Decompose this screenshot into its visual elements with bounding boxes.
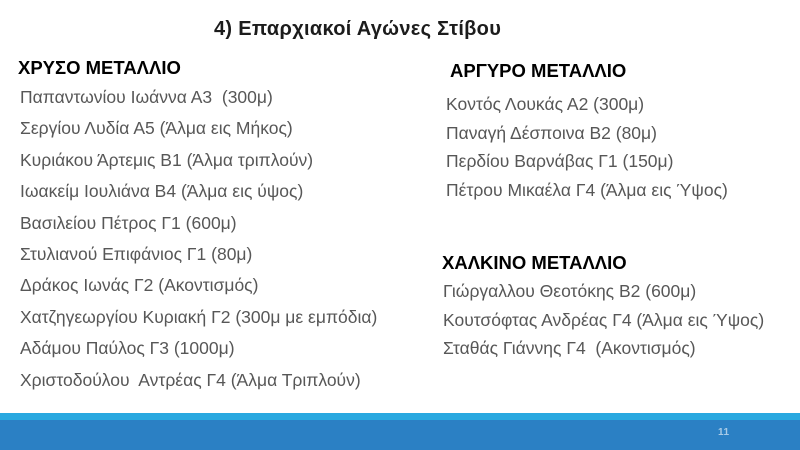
medal-list-item: Σταθάς Γιάννης Γ4 (Ακοντισμός) [443, 338, 696, 358]
medal-list-item: Κουτσόφτας Ανδρέας Γ4 (Άλμα εις Ύψος) [443, 309, 765, 330]
bronze-medal-heading: ΧΑΛΚΙΝΟ ΜΕΤΑΛΛΙΟ [442, 252, 627, 273]
page-number: 11 [718, 427, 730, 438]
medal-list-item: Γιώργαλλου Θεοτόκης Β2 (600μ) [443, 281, 697, 301]
medal-list-item: Σεργίου Λυδία Α5 (Άλμα εις Μήκος) [20, 118, 293, 139]
medal-list-item: Κυριάκου Άρτεμις Β1 (Άλμα τριπλούν) [20, 149, 314, 170]
medal-list-item: Δράκος Ιωνάς Γ2 (Ακοντισμός) [20, 275, 259, 296]
medal-list-item: Αδάμου Παύλος Γ3 (1000μ) [20, 338, 235, 359]
medal-list-item: Κοντός Λουκάς Α2 (300μ) [446, 94, 645, 114]
bronze-medal-list [443, 277, 764, 363]
medal-list-item: Χριστοδούλου Αντρέας Γ4 (Άλμα Τριπλούν) [20, 369, 361, 390]
medal-list-item: Βασιλείου Πέτρος Γ1 (600μ) [20, 212, 237, 233]
slide-title: 4) Επαρχιακοί Αγώνες Στίβου [214, 18, 502, 40]
medal-list-item: Παναγή Δέσποινα Β2 (80μ) [446, 122, 657, 143]
footer-bar [0, 420, 800, 450]
silver-medal-list [446, 90, 728, 204]
silver-medal-heading: ΑΡΓΥΡΟ ΜΕΤΑΛΛΙΟ [450, 60, 627, 81]
gold-medal-heading: ΧΡΥΣΟ ΜΕΤΑΛΛΙΟ [18, 57, 181, 78]
medal-list-item: Ιωακείμ Ιουλιάνα Β4 (Άλμα εις ύψος) [20, 181, 304, 202]
medal-list-item: Στυλιανού Επιφάνιος Γ1 (80μ) [20, 244, 253, 265]
medal-list-item: Χατζηγεωργίου Κυριακή Γ2 (300μ με εμπόδια) [20, 306, 378, 327]
medal-list-item: Περδίου Βαρνάβας Γ1 (150μ) [446, 151, 674, 171]
gold-medal-list [20, 82, 377, 396]
footer-accent-strip [0, 413, 800, 420]
medal-list-item: Παπαντωνίου Ιωάννα Α3 (300μ) [20, 87, 273, 107]
medal-list-item: Πέτρου Μικαέλα Γ4 (Άλμα εις Ύψος) [446, 179, 728, 200]
